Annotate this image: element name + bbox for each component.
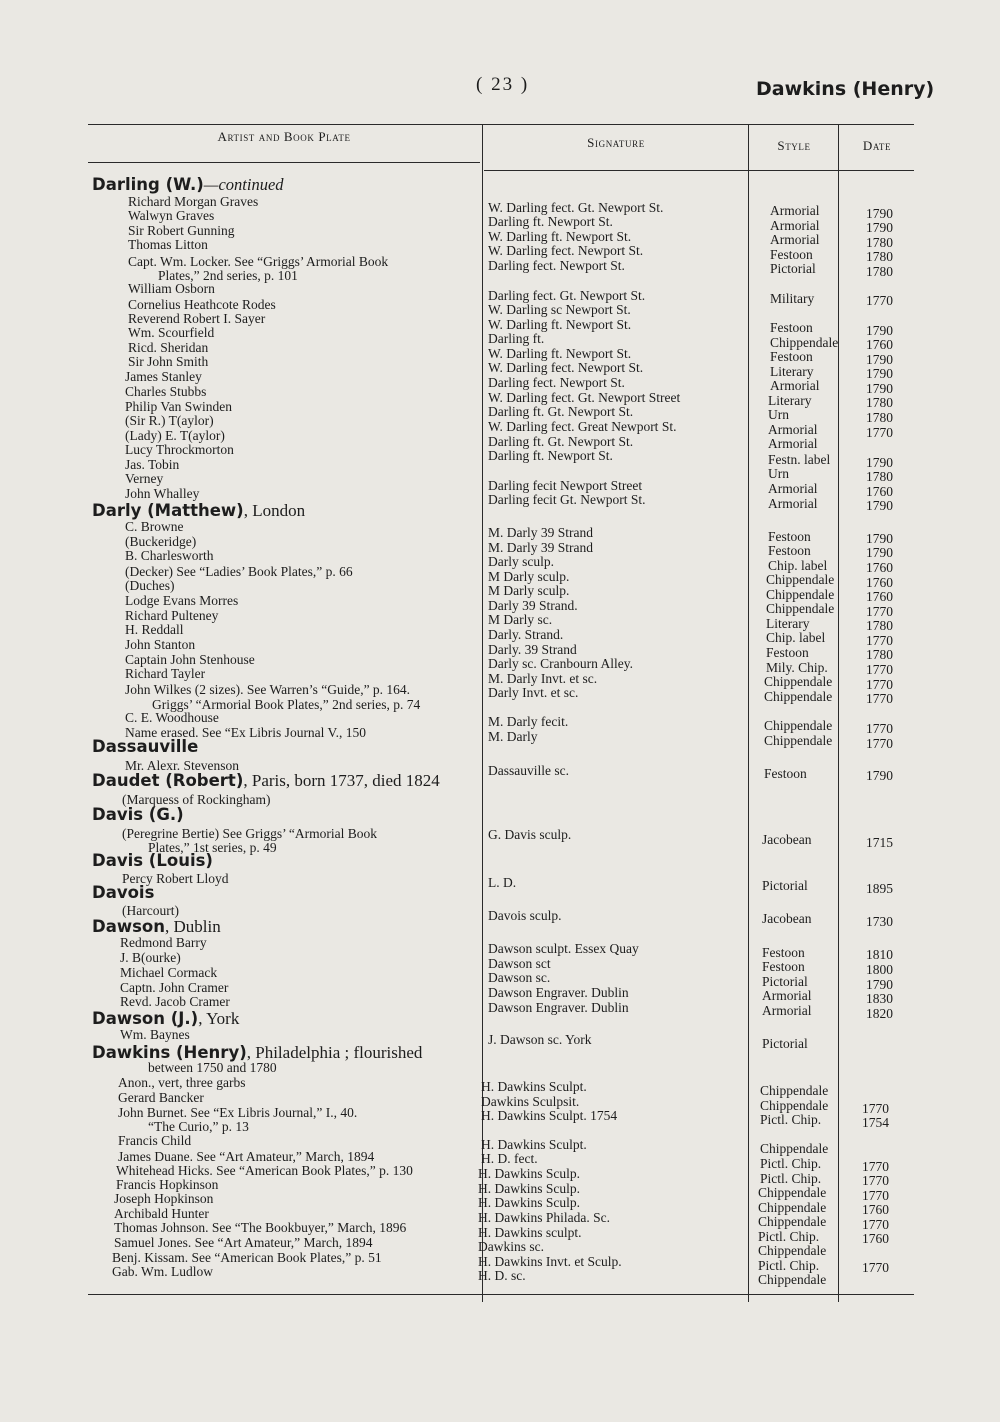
entry: Wm. Scourfield — [128, 325, 215, 340]
artist-heading: Darly (Matthew), London — [92, 501, 306, 520]
signature: Darling fect. Gt. Newport St. — [488, 288, 646, 303]
signature: M Darly sculp. — [488, 583, 570, 598]
entry: C. E. Woodhouse — [125, 710, 219, 725]
entry: Archibald Hunter — [114, 1206, 209, 1221]
style: Armorial — [770, 203, 820, 218]
artist-heading: Dawkins (Henry), Philadelphia ; flourished — [92, 1043, 423, 1062]
signature: Darly. Strand. — [488, 627, 564, 642]
style: Armorial — [762, 988, 812, 1003]
date: 1790 — [866, 352, 893, 367]
date: 1770 — [862, 1188, 889, 1203]
date: 1770 — [866, 425, 893, 440]
style: Jacobean — [762, 911, 812, 926]
date: 1895 — [866, 881, 893, 896]
date: 1770 — [862, 1217, 889, 1232]
style: Chippendale — [764, 718, 833, 733]
signature: H. D. fect. — [481, 1151, 538, 1166]
signature: M. Darly fecit. — [488, 714, 569, 729]
date: 1790 — [866, 498, 893, 513]
entry: Anon., vert, three garbs — [118, 1075, 246, 1090]
signature: G. Davis sculp. — [488, 827, 572, 842]
date: 1790 — [866, 545, 893, 560]
date: 1760 — [866, 589, 893, 604]
date: 1780 — [866, 618, 893, 633]
entry: between 1750 and 1780 — [148, 1060, 277, 1075]
entry: Philip Van Swinden — [125, 399, 233, 414]
entry: Plates,” 1st series, p. 49 — [148, 840, 277, 855]
entry: (Decker) See “Ladies’ Book Plates,” p. 66 — [125, 564, 353, 579]
style: Pictorial — [762, 974, 808, 989]
signature: W. Darling ft. Newport St. — [488, 346, 632, 361]
column-header-signature: Signature — [587, 135, 645, 150]
date: 1770 — [866, 293, 893, 308]
entry: Whitehead Hicks. See “American Book Plates,” p. 130 — [116, 1163, 413, 1178]
date: 1770 — [866, 691, 893, 706]
signature: H. Dawkins Sculp. — [478, 1195, 580, 1210]
date: 1770 — [862, 1173, 889, 1188]
style: Festoon — [762, 945, 805, 960]
date: 1770 — [862, 1260, 889, 1275]
entry: Griggs’ “Armorial Book Plates,” 2nd series, p. 74 — [152, 697, 421, 712]
style: Chippendale — [766, 587, 835, 602]
date: 1770 — [862, 1159, 889, 1174]
date: 1780 — [866, 410, 893, 425]
date: 1760 — [866, 575, 893, 590]
entry: James Duane. See “Art Amateur,” March, 1894 — [118, 1149, 375, 1164]
entry: Benj. Kissam. See “American Book Plates,” p. 51 — [112, 1250, 382, 1265]
column-header-style: Style — [777, 138, 811, 153]
style: Festoon — [766, 645, 809, 660]
signature: Darling ft. Newport St. — [488, 448, 613, 463]
date: 1770 — [866, 604, 893, 619]
entry: C. Browne — [125, 519, 184, 534]
entry: Francis Child — [118, 1133, 192, 1148]
entry: H. Reddall — [125, 622, 184, 637]
date: 1760 — [866, 484, 893, 499]
signature: Dawson Engraver. Dublin — [488, 1000, 629, 1015]
style: Chippendale — [760, 1098, 829, 1113]
artist-heading: Daudet (Robert), Paris, born 1737, died 1824 — [92, 771, 440, 790]
signature: M. Darly Invt. et sc. — [488, 671, 598, 686]
date: 1780 — [866, 469, 893, 484]
style: Chippendale — [758, 1243, 827, 1258]
style: Chippendale — [770, 335, 839, 350]
style: Armorial — [768, 436, 818, 451]
entry: John Wilkes (2 sizes). See Warren’s “Guide,” p. 164. — [125, 682, 411, 697]
signature: Darly sculp. — [488, 554, 554, 569]
style: Armorial — [770, 232, 820, 247]
style: Chippendale — [764, 689, 833, 704]
style: Literary — [766, 616, 810, 631]
signature: W. Darling fect. Gt. Newport St. — [488, 200, 664, 215]
style: Chippendale — [758, 1272, 827, 1287]
artist-heading: Dassauville — [92, 737, 199, 756]
style: Armorial — [768, 496, 818, 511]
entry: Capt. Wm. Locker. See “Griggs’ Armorial Book — [128, 254, 389, 269]
style: Festoon — [770, 320, 813, 335]
signature: H. Dawkins Sculpt. 1754 — [481, 1108, 618, 1123]
artist-heading: Dawson (J.), York — [92, 1009, 240, 1028]
date: 1780 — [866, 235, 893, 250]
signature: Dawkins sc. — [478, 1239, 544, 1254]
signature: Darling fecit Newport Street — [488, 478, 643, 493]
entry: Richard Morgan Graves — [128, 194, 259, 209]
signature: Darling fecit Gt. Newport St. — [488, 492, 646, 507]
signature: L. D. — [488, 875, 517, 890]
entry: (Peregrine Bertie) See Griggs’ “Armorial Book — [122, 826, 378, 841]
signature: Dawson sct — [488, 956, 551, 971]
signature: Darly 39 Strand. — [488, 598, 578, 613]
artist-heading: Davis (G.) — [92, 805, 184, 824]
style: Literary — [768, 393, 812, 408]
date: 1715 — [866, 835, 893, 850]
style: Festoon — [762, 959, 805, 974]
signature: H. Dawkins Philada. Sc. — [478, 1210, 610, 1225]
signature: Darling ft. Gt. Newport St. — [488, 434, 634, 449]
entry: John Burnet. See “Ex Libris Journal,” I., 40. — [118, 1105, 358, 1120]
entry: Name erased. See “Ex Libris Journal V., 150 — [125, 725, 366, 740]
style: Literary — [770, 364, 814, 379]
signature: Dawkins Sculpsit. — [481, 1094, 580, 1109]
entry: Sir John Smith — [128, 354, 209, 369]
style: Chippendale — [758, 1214, 827, 1229]
signature: W. Darling sc Newport St. — [488, 302, 631, 317]
signature: M. Darly 39 Strand — [488, 525, 593, 540]
signature: H. Dawkins Sculpt. — [481, 1137, 587, 1152]
style: Pictorial — [770, 261, 816, 276]
style: Chippendale — [758, 1200, 827, 1215]
signature: Darly Invt. et sc. — [488, 685, 579, 700]
entry: Revd. Jacob Cramer — [120, 994, 230, 1009]
entry: Plates,” 2nd series, p. 101 — [158, 268, 298, 283]
date: 1760 — [862, 1231, 889, 1246]
style: Pictl. Chip. — [760, 1156, 822, 1171]
entry: B. Charlesworth — [125, 548, 214, 563]
signature: Dawson sculpt. Essex Quay — [488, 941, 639, 956]
signature: H. Dawkins Sculp. — [478, 1166, 580, 1181]
artist-heading: Darling (W.)—continued — [92, 175, 284, 194]
artist-heading: Davois — [92, 883, 155, 902]
style: Military — [770, 291, 815, 306]
signature: Darling ft. Gt. Newport St. — [488, 404, 634, 419]
entry: Thomas Litton — [128, 237, 208, 252]
style: Urn — [768, 466, 789, 481]
date: 1780 — [866, 264, 893, 279]
entry: “The Curio,” p. 13 — [148, 1119, 249, 1134]
style: Pictorial — [762, 878, 808, 893]
date: 1760 — [866, 337, 893, 352]
entry: (Buckeridge) — [125, 534, 197, 549]
date: 1770 — [866, 677, 893, 692]
entry: Walwyn Graves — [128, 208, 215, 223]
style: Chippendale — [764, 733, 833, 748]
date: 1770 — [866, 736, 893, 751]
entry: (Lady) E. T(aylor) — [125, 428, 225, 443]
entry: Michael Cormack — [120, 965, 218, 980]
signature: H. Dawkins Sculp. — [478, 1181, 580, 1196]
artist-heading: Davis (Louis) — [92, 851, 213, 870]
entry: (Harcourt) — [122, 903, 179, 918]
date: 1760 — [866, 560, 893, 575]
entry: Captn. John Cramer — [120, 980, 229, 995]
date: 1770 — [866, 633, 893, 648]
signature: W. Darling ft. Newport St. — [488, 317, 632, 332]
entry: Joseph Hopkinson — [114, 1191, 214, 1206]
entry: Lucy Throckmorton — [125, 442, 234, 457]
date: 1790 — [866, 381, 893, 396]
signature: H. Dawkins sculpt. — [478, 1225, 582, 1240]
date: 1760 — [862, 1202, 889, 1217]
signature: Darling ft. — [488, 331, 545, 346]
entry: Gerard Bancker — [118, 1090, 204, 1105]
style: Pictl. Chip. — [760, 1112, 822, 1127]
style: Pictl. Chip. — [760, 1171, 822, 1186]
signature: M. Darly 39 Strand — [488, 540, 593, 555]
style: Chippendale — [764, 674, 833, 689]
signature: W. Darling fect. Gt. Newport Street — [488, 390, 681, 405]
date: 1754 — [862, 1115, 889, 1130]
signature: Davois sculp. — [488, 908, 562, 923]
style: Jacobean — [762, 832, 812, 847]
style: Armorial — [770, 218, 820, 233]
style: Urn — [768, 407, 789, 422]
style: Armorial — [768, 422, 818, 437]
date: 1790 — [866, 206, 893, 221]
column-header-date: Date — [862, 138, 892, 153]
signature: Darly sc. Cranbourn Alley. — [488, 656, 633, 671]
date: 1790 — [866, 977, 893, 992]
style: Chippendale — [760, 1141, 829, 1156]
page-number: ( 23 ) — [476, 74, 530, 95]
style: Pictl. Chip. — [758, 1229, 820, 1244]
date: 1790 — [866, 323, 893, 338]
signature: Darling fect. Newport St. — [488, 375, 625, 390]
entry: John Whalley — [125, 486, 200, 501]
entry: Percy Robert Lloyd — [122, 871, 229, 886]
signature: M Darly sc. — [488, 612, 553, 627]
column-divider-1 — [482, 124, 483, 1302]
entry: (Duches) — [125, 578, 175, 593]
style: Chip. label — [766, 630, 826, 645]
header-rule-right — [484, 170, 914, 171]
date: 1780 — [866, 647, 893, 662]
entry: Gab. Wm. Ludlow — [112, 1264, 213, 1279]
top-rule — [88, 124, 914, 125]
date: 1790 — [866, 220, 893, 235]
entry: (Marquess of Rockingham) — [122, 792, 271, 807]
entry: Thomas Johnson. See “The Bookbuyer,” March, 1896 — [114, 1220, 407, 1235]
entry: James Stanley — [125, 369, 202, 384]
entry: Richard Pulteney — [125, 608, 219, 623]
style: Festoon — [764, 766, 807, 781]
date: 1730 — [866, 914, 893, 929]
column-divider-3 — [838, 124, 839, 1302]
style: Festoon — [770, 349, 813, 364]
style: Chippendale — [766, 601, 835, 616]
style: Festoon — [768, 543, 811, 558]
entry: Samuel Jones. See “Art Amateur,” March, 1894 — [114, 1235, 373, 1250]
entry: (Sir R.) T(aylor) — [125, 413, 214, 428]
entry: Ricd. Sheridan — [128, 340, 209, 355]
date: 1790 — [866, 455, 893, 470]
style: Mily. Chip. — [766, 660, 828, 675]
signature: J. Dawson sc. York — [488, 1032, 592, 1047]
artist-heading: Dawson, Dublin — [92, 917, 221, 936]
entry: Charles Stubbs — [125, 384, 207, 399]
style: Chippendale — [758, 1185, 827, 1200]
style: Festoon — [768, 529, 811, 544]
entry: Mr. Alexr. Stevenson — [125, 758, 239, 773]
date: 1800 — [866, 962, 893, 977]
entry: J. B(ourke) — [120, 950, 181, 965]
signature: Darling ft. Newport St. — [488, 214, 613, 229]
header-rule-left — [88, 162, 480, 163]
signature: H. Dawkins Invt. et Sculp. — [478, 1254, 622, 1269]
signature: M Darly sculp. — [488, 569, 570, 584]
style: Festoon — [770, 247, 813, 262]
entry: Captain John Stenhouse — [125, 652, 255, 667]
entry: Reverend Robert I. Sayer — [128, 311, 266, 326]
style: Armorial — [762, 1003, 812, 1018]
signature: H. Dawkins Sculpt. — [481, 1079, 587, 1094]
entry: Jas. Tobin — [125, 457, 180, 472]
style: Armorial — [768, 481, 818, 496]
date: 1780 — [866, 249, 893, 264]
date: 1810 — [866, 947, 893, 962]
style: Festn. label — [768, 452, 831, 467]
entry: William Osborn — [128, 281, 215, 296]
date: 1820 — [866, 1006, 893, 1021]
signature: Dawson sc. — [488, 970, 551, 985]
entry: John Stanton — [125, 637, 196, 652]
entry: Francis Hopkinson — [116, 1177, 219, 1192]
entry: Cornelius Heathcote Rodes — [128, 297, 276, 312]
running-head: Dawkins (Henry) — [756, 78, 935, 100]
bottom-rule — [88, 1294, 914, 1295]
signature: W. Darling fect. Newport St. — [488, 243, 644, 258]
entry: Wm. Baynes — [120, 1027, 190, 1042]
signature: W. Darling fect. Newport St. — [488, 360, 644, 375]
date: 1770 — [862, 1101, 889, 1116]
style: Chip. label — [768, 558, 828, 573]
signature: H. D. sc. — [478, 1268, 526, 1283]
date: 1770 — [866, 662, 893, 677]
date: 1790 — [866, 768, 893, 783]
entry: Redmond Barry — [120, 935, 207, 950]
style: Chippendale — [766, 572, 835, 587]
entry: Verney — [125, 471, 164, 486]
style: Armorial — [770, 378, 820, 393]
style: Chippendale — [760, 1083, 829, 1098]
date: 1830 — [866, 991, 893, 1006]
signature: Dawson Engraver. Dublin — [488, 985, 629, 1000]
column-divider-2 — [748, 124, 749, 1302]
signature: Darly. 39 Strand — [488, 642, 577, 657]
signature: Dassauville sc. — [488, 763, 569, 778]
style: Pictorial — [762, 1036, 808, 1051]
column-header-artist: Artist and Book Plate — [217, 129, 351, 144]
signature: W. Darling ft. Newport St. — [488, 229, 632, 244]
entry: Richard Tayler — [125, 666, 206, 681]
date: 1780 — [866, 395, 893, 410]
date: 1790 — [866, 366, 893, 381]
signature: Darling fect. Newport St. — [488, 258, 625, 273]
date: 1790 — [866, 531, 893, 546]
entry: Sir Robert Gunning — [128, 223, 235, 238]
date: 1770 — [866, 721, 893, 736]
signature: W. Darling fect. Great Newport St. — [488, 419, 677, 434]
signature: M. Darly — [488, 729, 538, 744]
style: Pictl. Chip. — [758, 1258, 820, 1273]
entry: Lodge Evans Morres — [125, 593, 239, 608]
